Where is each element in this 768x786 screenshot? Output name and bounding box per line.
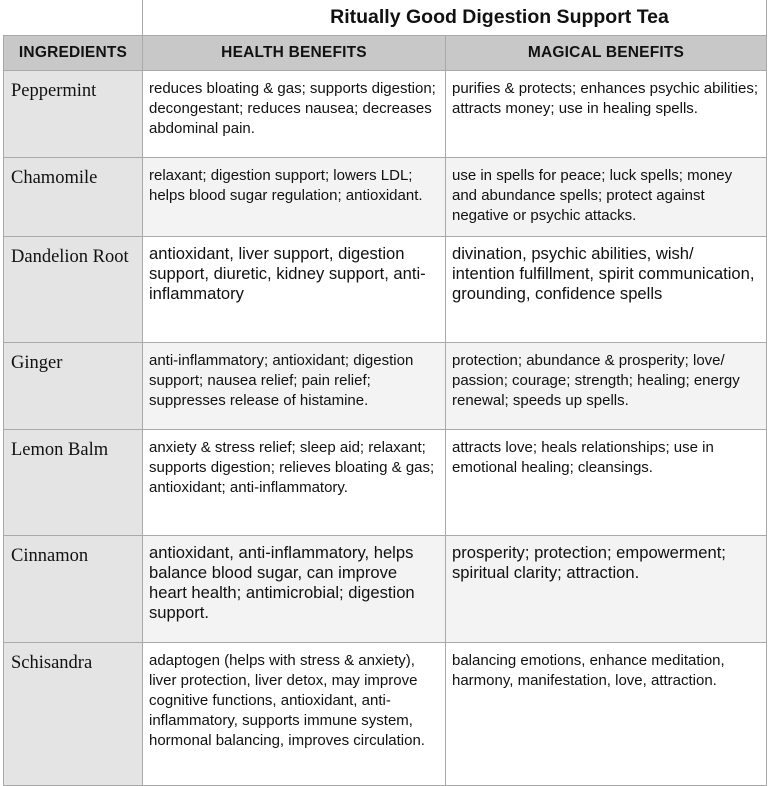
table-row	[4, 158, 767, 237]
table-row	[4, 536, 767, 643]
magical-benefits-cell: attracts love; heals relationships; use in emotional healing; cleansings.	[446, 430, 767, 536]
magical-benefits-cell: purifies & protects; enhances psychic abilities; attracts money; use in healing spells.	[446, 71, 767, 158]
header-health-benefits: HEALTH BENEFITS	[143, 36, 446, 71]
magical-benefits-cell: prosperity; protection; empowerment; spiritual clarity; attraction.	[446, 536, 767, 643]
ingredient-name: Peppermint	[4, 71, 143, 158]
ingredient-name: Chamomile	[4, 158, 143, 237]
health-benefits-cell: relaxant; digestion support; lowers LDL; helps blood sugar regulation; antioxidant.	[143, 158, 446, 237]
title-spacer	[4, 0, 143, 36]
magical-benefits-cell: divination, psychic abilities, wish/ intention fulfillment, spirit communication, grounding, confidence spells	[446, 237, 767, 343]
ingredient-name: Cinnamon	[4, 536, 143, 643]
ingredient-name: Lemon Balm	[4, 430, 143, 536]
magical-benefits-cell: use in spells for peace; luck spells; money and abundance spells; protect against negative or psychic attacks.	[446, 158, 767, 237]
health-benefits-cell: adaptogen (helps with stress & anxiety), liver protection, liver detox, may improve cognitive functions, antioxidant, anti-inflammatory, supports immune system, hormonal balancing, improves circulation.	[143, 643, 446, 786]
header-magical-benefits: MAGICAL BENEFITS	[446, 36, 767, 71]
header-ingredients: INGREDIENTS	[4, 36, 143, 71]
ingredient-name: Schisandra	[4, 643, 143, 786]
health-benefits-cell: reduces bloating & gas; supports digestion; decongestant; reduces nausea; decreases abdominal pain.	[143, 71, 446, 158]
table-row	[4, 430, 767, 536]
table-row	[4, 643, 767, 786]
ingredient-name: Ginger	[4, 343, 143, 430]
page-title: Ritually Good Digestion Support Tea	[143, 0, 767, 36]
health-benefits-cell: anxiety & stress relief; sleep aid; relaxant; supports digestion; relieves bloating & gas; antioxidant; anti-inflammatory.	[143, 430, 446, 536]
magical-benefits-cell: balancing emotions, enhance meditation, harmony, manifestation, love, attraction.	[446, 643, 767, 786]
health-benefits-cell: anti-inflammatory; antioxidant; digestion support; nausea relief; pain relief; suppresses release of histamine.	[143, 343, 446, 430]
table-row	[4, 237, 767, 343]
magical-benefits-cell: protection; abundance & prosperity; love/ passion; courage; strength; healing; energy renewal; speeds up spells.	[446, 343, 767, 430]
health-benefits-cell: antioxidant, liver support, digestion support, diuretic, kidney support, anti-inflammatory	[143, 237, 446, 343]
table-row	[4, 343, 767, 430]
ingredient-name: Dandelion Root	[4, 237, 143, 343]
table-row	[4, 71, 767, 158]
health-benefits-cell: antioxidant, anti-inflammatory, helps balance blood sugar, can improve heart health; antimicrobial; digestion support.	[143, 536, 446, 643]
